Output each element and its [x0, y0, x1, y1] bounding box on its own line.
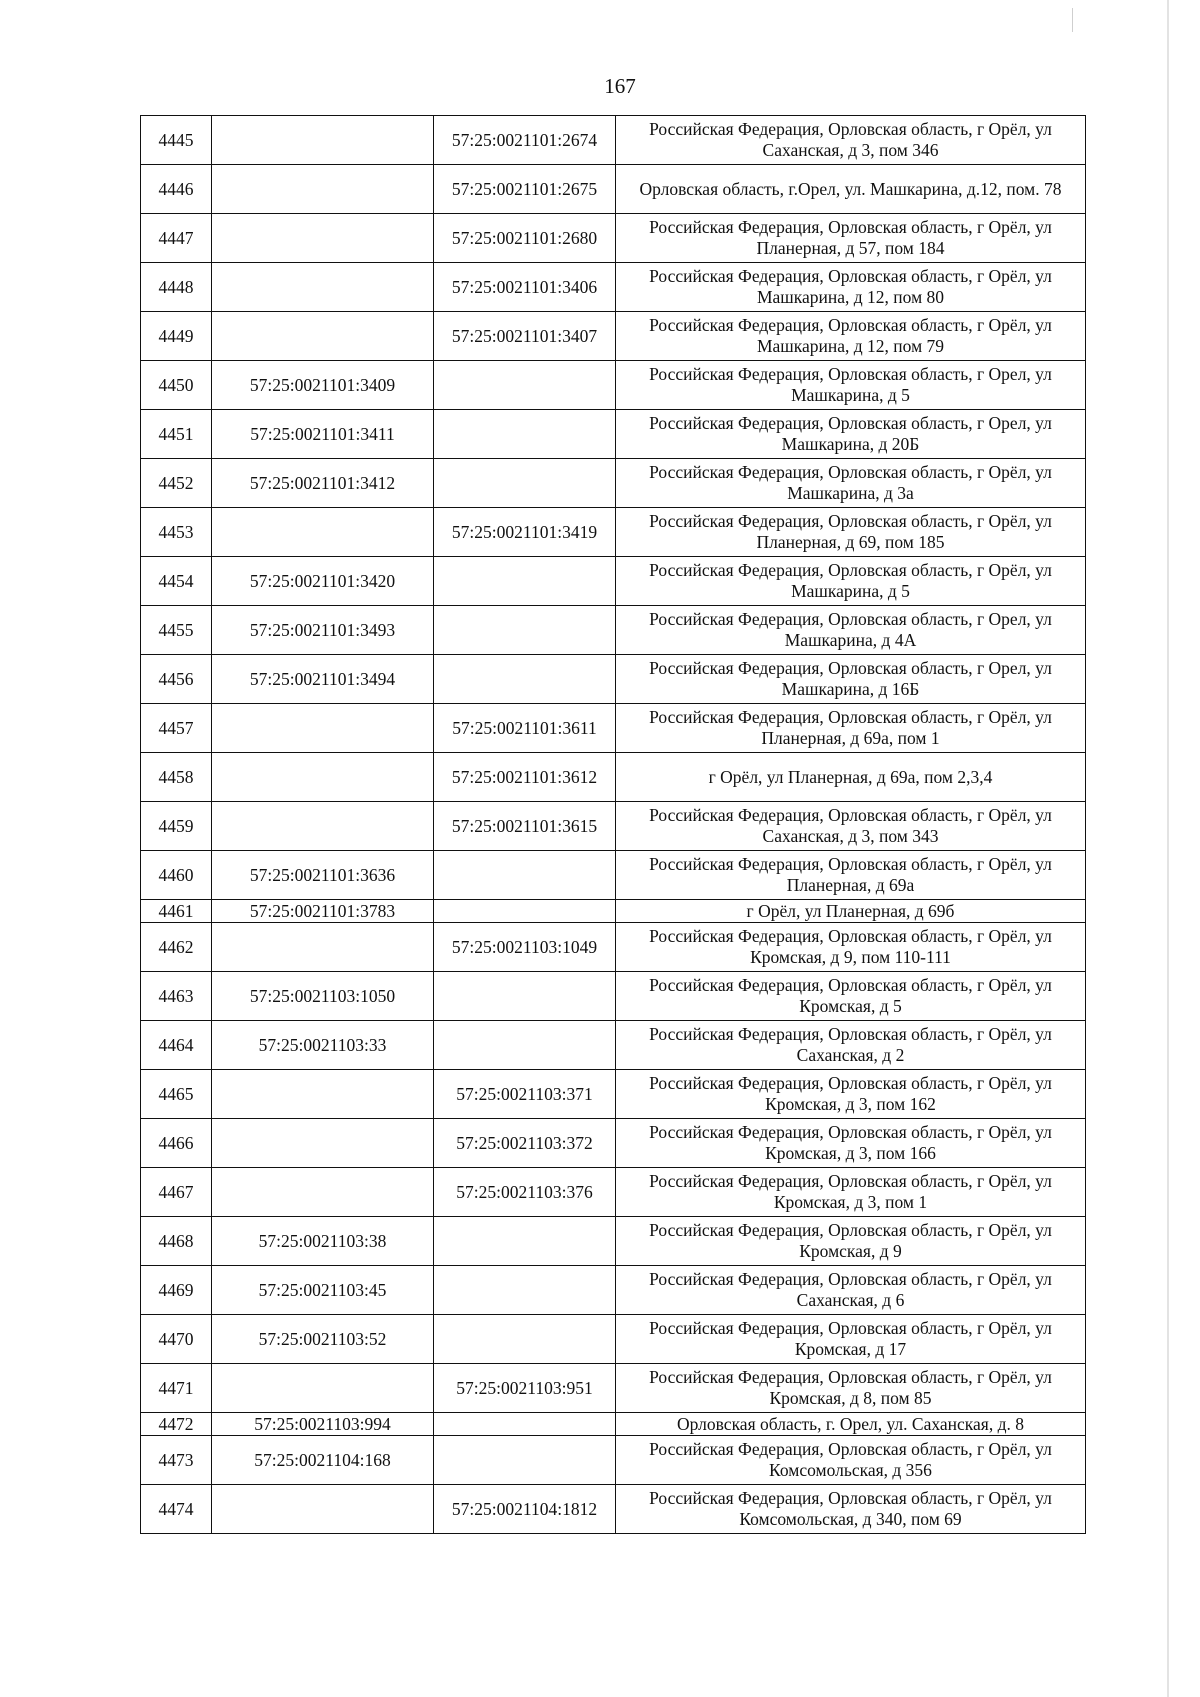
table-row — [141, 1021, 1086, 1070]
address-cell: Российская Федерация, Орловская область, г Орёл, ул Саханская, д 2 — [616, 1021, 1086, 1070]
cadastral-number-cell-alt: 57:25:0021101:3407 — [434, 312, 616, 361]
table-row — [141, 312, 1086, 361]
table-row — [141, 410, 1086, 459]
table-row — [141, 557, 1086, 606]
cadastral-number-cell-alt — [434, 361, 616, 410]
cadastral-number-cell-alt: 57:25:0021101:3612 — [434, 753, 616, 802]
cadastral-number-cell-alt: 57:25:0021103:372 — [434, 1119, 616, 1168]
cadastral-number-cell-alt: 57:25:0021101:3406 — [434, 263, 616, 312]
address-cell: Российская Федерация, Орловская область, г Орёл, ул Кромская, д 9 — [616, 1217, 1086, 1266]
table-row — [141, 606, 1086, 655]
row-number-cell: 4446 — [141, 165, 212, 214]
address-cell: Российская Федерация, Орловская область, г Орёл, ул Планерная, д 57, пом 184 — [616, 214, 1086, 263]
row-number-cell: 4473 — [141, 1436, 212, 1485]
row-number-cell: 4459 — [141, 802, 212, 851]
cadastral-number-cell-alt — [434, 1315, 616, 1364]
table-row — [141, 851, 1086, 900]
table-row — [141, 116, 1086, 165]
cadastral-number-cell — [212, 1070, 434, 1119]
table-row — [141, 1364, 1086, 1413]
address-cell: г Орёл, ул Планерная, д 69б — [616, 900, 1086, 923]
table-row — [141, 1217, 1086, 1266]
cadastral-number-cell — [212, 753, 434, 802]
cadastral-number-cell-alt — [434, 655, 616, 704]
address-cell: Российская Федерация, Орловская область, г Орёл, ул Кромская, д 3, пом 166 — [616, 1119, 1086, 1168]
table-row — [141, 1070, 1086, 1119]
cadastral-number-cell-alt — [434, 1266, 616, 1315]
address-cell: Российская Федерация, Орловская область, г Орёл, ул Кромская, д 5 — [616, 972, 1086, 1021]
cadastral-number-cell: 57:25:0021101:3409 — [212, 361, 434, 410]
cadastral-number-cell-alt — [434, 851, 616, 900]
table-row — [141, 802, 1086, 851]
cadastral-number-cell-alt — [434, 1436, 616, 1485]
row-number-cell: 4463 — [141, 972, 212, 1021]
row-number-cell: 4454 — [141, 557, 212, 606]
table-row — [141, 1485, 1086, 1534]
address-cell: Орловская область, г. Орел, ул. Саханская, д. 8 — [616, 1413, 1086, 1436]
address-cell: Российская Федерация, Орловская область, г Орёл, ул Машкарина, д 12, пом 79 — [616, 312, 1086, 361]
row-number-cell: 4467 — [141, 1168, 212, 1217]
row-number-cell: 4466 — [141, 1119, 212, 1168]
cadastral-number-cell-alt — [434, 1413, 616, 1436]
cadastral-number-cell-alt: 57:25:0021101:2675 — [434, 165, 616, 214]
table-row — [141, 972, 1086, 1021]
cadastral-number-cell — [212, 1168, 434, 1217]
cadastral-number-cell: 57:25:0021101:3636 — [212, 851, 434, 900]
cadastral-number-cell: 57:25:0021103:1050 — [212, 972, 434, 1021]
scan-edge — [1167, 0, 1169, 1697]
table-row — [141, 214, 1086, 263]
cadastral-number-cell: 57:25:0021101:3412 — [212, 459, 434, 508]
row-number-cell: 4460 — [141, 851, 212, 900]
row-number-cell: 4472 — [141, 1413, 212, 1436]
cadastral-number-cell-alt: 57:25:0021103:376 — [434, 1168, 616, 1217]
cadastral-number-cell-alt: 57:25:0021103:371 — [434, 1070, 616, 1119]
address-cell: г Орёл, ул Планерная, д 69а, пом 2,3,4 — [616, 753, 1086, 802]
cadastral-number-cell: 57:25:0021103:52 — [212, 1315, 434, 1364]
table-row — [141, 753, 1086, 802]
row-number-cell: 4455 — [141, 606, 212, 655]
registry-table — [140, 115, 1086, 1534]
cadastral-number-cell-alt — [434, 900, 616, 923]
cadastral-number-cell-alt: 57:25:0021103:951 — [434, 1364, 616, 1413]
table-row — [141, 165, 1086, 214]
row-number-cell: 4449 — [141, 312, 212, 361]
address-cell: Российская Федерация, Орловская область, г Орёл, ул Машкарина, д 12, пом 80 — [616, 263, 1086, 312]
row-number-cell: 4450 — [141, 361, 212, 410]
registry-table-body — [141, 116, 1086, 1534]
cadastral-number-cell-alt — [434, 410, 616, 459]
row-number-cell: 4453 — [141, 508, 212, 557]
address-cell: Российская Федерация, Орловская область, г Орел, ул Машкарина, д 16Б — [616, 655, 1086, 704]
cadastral-number-cell — [212, 508, 434, 557]
address-cell: Российская Федерация, Орловская область, г Орёл, ул Кромская, д 3, пом 1 — [616, 1168, 1086, 1217]
cadastral-number-cell — [212, 802, 434, 851]
address-cell: Российская Федерация, Орловская область, г Орёл, ул Планерная, д 69а — [616, 851, 1086, 900]
address-cell: Российская Федерация, Орловская область, г Орёл, ул Саханская, д 6 — [616, 1266, 1086, 1315]
cadastral-number-cell — [212, 704, 434, 753]
cadastral-number-cell: 57:25:0021104:168 — [212, 1436, 434, 1485]
table-row — [141, 923, 1086, 972]
address-cell: Российская Федерация, Орловская область, г Орел, ул Машкарина, д 4А — [616, 606, 1086, 655]
table-row — [141, 1266, 1086, 1315]
address-cell: Российская Федерация, Орловская область, г Орёл, ул Машкарина, д 3а — [616, 459, 1086, 508]
cadastral-number-cell — [212, 165, 434, 214]
table-row — [141, 1315, 1086, 1364]
row-number-cell: 4456 — [141, 655, 212, 704]
cadastral-number-cell-alt — [434, 459, 616, 508]
address-cell: Орловская область, г.Орел, ул. Машкарина, д.12, пом. 78 — [616, 165, 1086, 214]
cadastral-number-cell-alt: 57:25:0021101:3615 — [434, 802, 616, 851]
row-number-cell: 4471 — [141, 1364, 212, 1413]
cadastral-number-cell — [212, 214, 434, 263]
cadastral-number-cell: 57:25:0021103:994 — [212, 1413, 434, 1436]
cadastral-number-cell: 57:25:0021101:3411 — [212, 410, 434, 459]
table-row — [141, 263, 1086, 312]
cadastral-number-cell-alt: 57:25:0021101:2680 — [434, 214, 616, 263]
table-row — [141, 361, 1086, 410]
table-row — [141, 704, 1086, 753]
address-cell: Российская Федерация, Орловская область, г Орёл, ул Кромская, д 17 — [616, 1315, 1086, 1364]
row-number-cell: 4457 — [141, 704, 212, 753]
cadastral-number-cell-alt: 57:25:0021103:1049 — [434, 923, 616, 972]
row-number-cell: 4462 — [141, 923, 212, 972]
address-cell: Российская Федерация, Орловская область, г Орёл, ул Планерная, д 69а, пом 1 — [616, 704, 1086, 753]
cadastral-number-cell: 57:25:0021103:33 — [212, 1021, 434, 1070]
row-number-cell: 4458 — [141, 753, 212, 802]
address-cell: Российская Федерация, Орловская область, г Орёл, ул Комсомольская, д 340, пом 69 — [616, 1485, 1086, 1534]
table-row — [141, 459, 1086, 508]
row-number-cell: 4469 — [141, 1266, 212, 1315]
cadastral-number-cell — [212, 1485, 434, 1534]
cadastral-number-cell — [212, 1364, 434, 1413]
cadastral-number-cell — [212, 1119, 434, 1168]
row-number-cell: 4445 — [141, 116, 212, 165]
row-number-cell: 4448 — [141, 263, 212, 312]
address-cell: Российская Федерация, Орловская область, г Орёл, ул Планерная, д 69, пом 185 — [616, 508, 1086, 557]
cadastral-number-cell — [212, 263, 434, 312]
table-row — [141, 1119, 1086, 1168]
address-cell: Российская Федерация, Орловская область, г Орёл, ул Машкарина, д 5 — [616, 557, 1086, 606]
cadastral-number-cell — [212, 312, 434, 361]
table-row — [141, 655, 1086, 704]
cadastral-number-cell-alt: 57:25:0021101:3419 — [434, 508, 616, 557]
row-number-cell: 4474 — [141, 1485, 212, 1534]
row-number-cell: 4464 — [141, 1021, 212, 1070]
cadastral-number-cell-alt — [434, 606, 616, 655]
address-cell: Российская Федерация, Орловская область, г Орёл, ул Комсомольская, д 356 — [616, 1436, 1086, 1485]
table-row — [141, 508, 1086, 557]
cadastral-number-cell-alt: 57:25:0021101:2674 — [434, 116, 616, 165]
cadastral-number-cell-alt: 57:25:0021101:3611 — [434, 704, 616, 753]
cadastral-number-cell — [212, 923, 434, 972]
table-row — [141, 1436, 1086, 1485]
address-cell: Российская Федерация, Орловская область, г Орёл, ул Кромская, д 9, пом 110-111 — [616, 923, 1086, 972]
row-number-cell: 4470 — [141, 1315, 212, 1364]
cadastral-number-cell-alt: 57:25:0021104:1812 — [434, 1485, 616, 1534]
table-row — [141, 900, 1086, 923]
cadastral-number-cell — [212, 116, 434, 165]
cadastral-number-cell-alt — [434, 972, 616, 1021]
cadastral-number-cell: 57:25:0021101:3420 — [212, 557, 434, 606]
page-number: 167 — [604, 74, 636, 98]
address-cell: Российская Федерация, Орловская область, г Орёл, ул Кромская, д 8, пом 85 — [616, 1364, 1086, 1413]
cadastral-number-cell: 57:25:0021101:3494 — [212, 655, 434, 704]
row-number-cell: 4451 — [141, 410, 212, 459]
row-number-cell: 4461 — [141, 900, 212, 923]
address-cell: Российская Федерация, Орловская область, г Орёл, ул Саханская, д 3, пом 343 — [616, 802, 1086, 851]
address-cell: Российская Федерация, Орловская область, г Орел, ул Машкарина, д 20Б — [616, 410, 1086, 459]
row-number-cell: 4465 — [141, 1070, 212, 1119]
scan-margin-mark — [1072, 8, 1073, 32]
cadastral-number-cell: 57:25:0021103:38 — [212, 1217, 434, 1266]
cadastral-number-cell: 57:25:0021103:45 — [212, 1266, 434, 1315]
cadastral-number-cell: 57:25:0021101:3493 — [212, 606, 434, 655]
address-cell: Российская Федерация, Орловская область, г Орёл, ул Саханская, д 3, пом 346 — [616, 116, 1086, 165]
cadastral-number-cell-alt — [434, 1217, 616, 1266]
row-number-cell: 4468 — [141, 1217, 212, 1266]
cadastral-number-cell-alt — [434, 557, 616, 606]
row-number-cell: 4447 — [141, 214, 212, 263]
address-cell: Российская Федерация, Орловская область, г Орёл, ул Кромская, д 3, пом 162 — [616, 1070, 1086, 1119]
address-cell: Российская Федерация, Орловская область, г Орел, ул Машкарина, д 5 — [616, 361, 1086, 410]
cadastral-number-cell: 57:25:0021101:3783 — [212, 900, 434, 923]
cadastral-number-cell-alt — [434, 1021, 616, 1070]
table-row — [141, 1413, 1086, 1436]
table-row — [141, 1168, 1086, 1217]
row-number-cell: 4452 — [141, 459, 212, 508]
